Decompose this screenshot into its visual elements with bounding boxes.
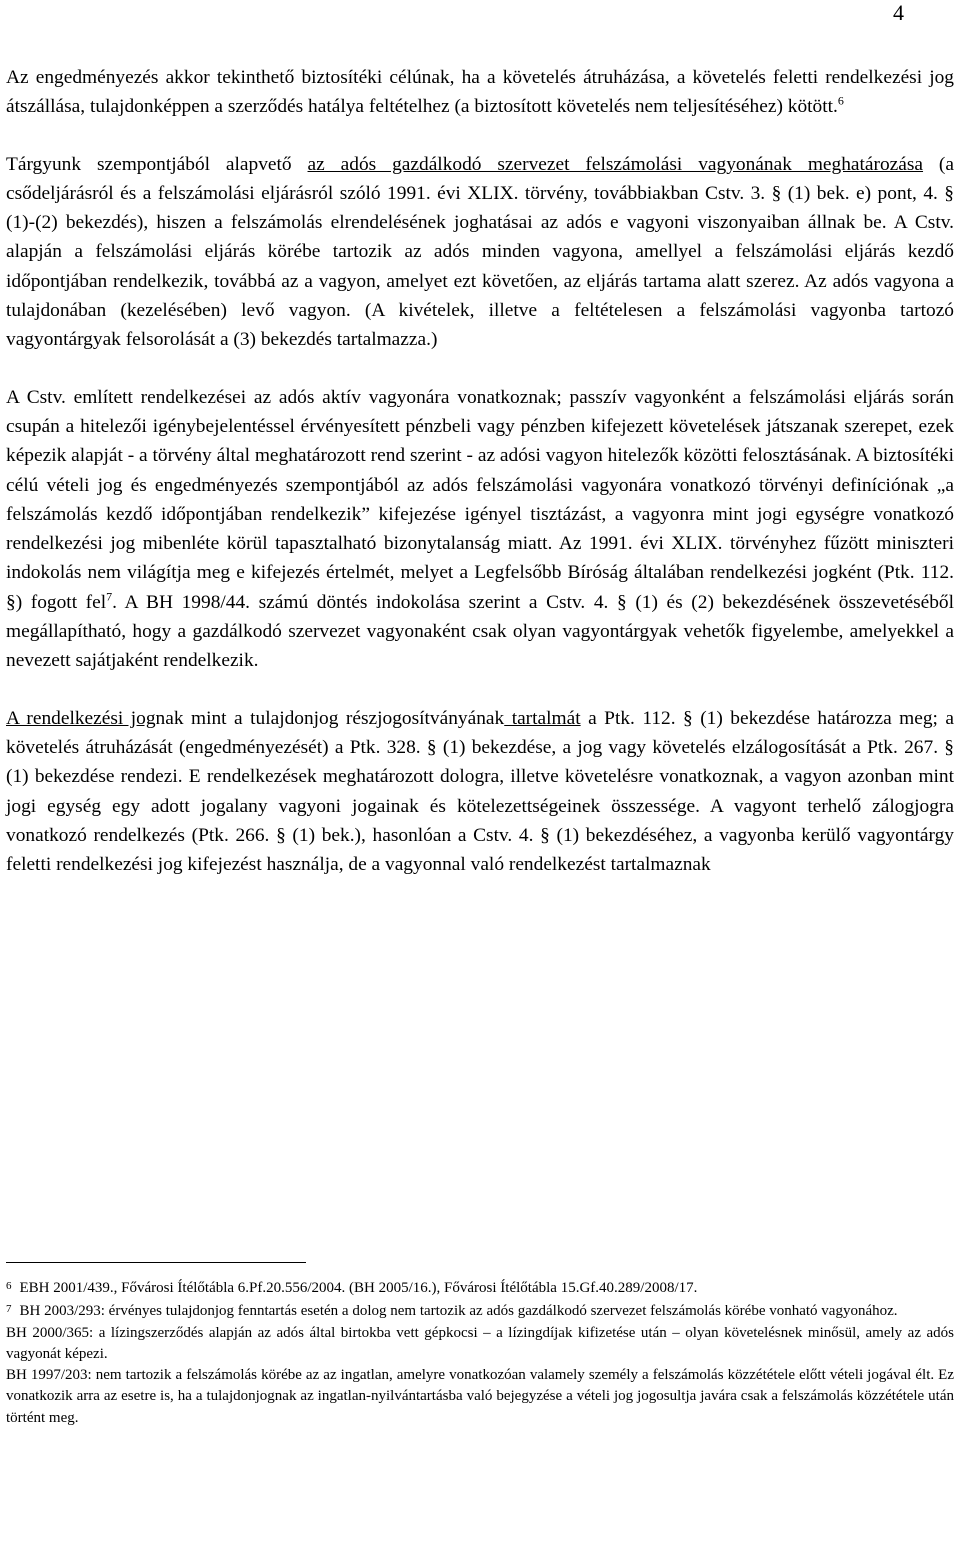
footnote-7-text: BH 2003/293: érvényes tulajdonjog fenntartás esetén a dolog nem tartozik az adós gazdálkodó szervezet felszámolás körébe vonható vagyonához.	[19, 1303, 898, 1320]
footnote-7-continued-1	[6, 1323, 954, 1366]
paragraph-2-rest: (a csődeljárásról és a felszámolási eljárásról szóló 1991. évi XLIX. törvény, továbbiakban Cstv. 3. § (1) bek. e) pont, 4. § (1)-(2) bekezdés), hiszen a felszámolás elrendelésének joghatásai az adós e vagyoni viszonyaiban állnak be. A Cstv. alapján a felszámolási eljárás körébe tartozik az adós minden vagyona, amellyel a felszámolási eljárás kezdő időpontjában rendelkezik, továbbá az a vagyon, amelyet ezt követően, az eljárás tartama alatt szerez. Az adós vagyona a tulajdonában (kezelésében) levő vagyon. (A kivételek, illetve a feltételesen a felszámolási vagyonba tartozó vagyontárgyak felsorolását a (3) bekezdés tartalmazza.)	[6, 153, 955, 351]
paragraph-1-text: Az engedményezés akkor tekinthető biztosítéki célúnak, ha a követelés átruházása, a követelés feletti rendelkezési jog átszállása, tulajdonképpen a szerződés hatálya feltételhez (a biztosított követelés nem teljesítéséhez) kötött.	[6, 67, 954, 118]
footnote-7-continued-2	[6, 1365, 954, 1429]
paragraph-1	[6, 63, 954, 122]
paragraph-3-text: A Cstv. említett rendelkezései az adós aktív vagyonára vonatkoznak; passzív vagyonként a felszámolási eljárás során csupán a hitelezői igénybejelentéssel érvényesített pénzbeli vagy pénzben kifejezett követelések játszanak szerepet, ezek képezik alapját - a törvény által meghatározott rend szerint - az adósi vagyon hitelezők közötti felosztásának. A biztosítéki célú vételi jog és engedményezés szempontjából az adós felszámolási vagyonára vonatkozó törvényi definíciónak „a felszámolás kezdő időpontjában rendelkezik” kifejezése igényel tisztázást, a vagyonra mint jogi egységre vonatkozó rendelkezési jog mibenléte körül tapasztalható bizonytalanság miatt. Az 1991. évi XLIX. törvényhez fűzött miniszteri indokolás nem világítja meg e kifejezés értelmét, melyet a Legfelsőbb Bíróság általában rendelkezési jogként (Ptk. 112. §) fogott fel	[6, 386, 954, 613]
footnote-ref-6[interactable]: 6	[837, 93, 844, 108]
paragraph-4-underlined-2: tartalmát	[504, 707, 581, 729]
footnote-ref-7[interactable]: 7	[106, 589, 113, 604]
paragraph-2-underlined-phrase: az adós gazdálkodó szervezet felszámolási vagyonának meghatározása	[307, 153, 924, 175]
paragraph-4-underlined-1: A rendelkezési jog	[6, 707, 156, 729]
footnote-7-mark: 7	[6, 1303, 12, 1316]
footnote-7	[6, 1299, 954, 1322]
footnote-divider	[6, 1262, 306, 1263]
footnotes	[6, 1276, 954, 1429]
footnote-7-continued-1-text: BH 2000/365: a lízingszerződés alapján az adós által birtokba vett gépkocsi – a lízingdíjak kifizetése után – olyan követelésnek minősül, amely az adós vagyonát képezi.	[6, 1324, 954, 1362]
footnote-7-continued-2-text: BH 1997/203: nem tartozik a felszámolás körébe az az ingatlan, amelyre vonatkozóan valamely személy a felszámolás közzététele előtt vételi jogával élt. Ez vonatkozik arra az esetre is, ha a tulajdonjognak az ingatlan-nyilvántartásba való bejegyzése a vételi jog jogosultja javára csak a felszámolás közzététele után történt meg.	[6, 1367, 954, 1426]
footnote-6	[6, 1276, 954, 1299]
paragraph-4	[6, 704, 954, 880]
paragraph-3-rest: . A BH 1998/44. számú döntés indokolása szerint a Cstv. 4. § (1) és (2) bekezdésének összevetéséből megállapítható, hogy a gazdálkodó szervezet vagyonaként csak olyan vagyontárgyak vehetők figyelembe, amelyekkel a nevezett sajátjaként rendelkezik.	[6, 591, 954, 672]
footnote-6-text: EBH 2001/439., Fővárosi Ítélőtábla 6.Pf.20.556/2004. (BH 2005/16.), Fővárosi Ítélőtábla 15.Gf.40.289/2008/17.	[19, 1280, 698, 1296]
footnote-6-mark: 6	[6, 1280, 12, 1292]
paragraph-3	[6, 383, 954, 676]
page-number: 4	[893, 0, 904, 25]
paragraph-2-lead: Tárgyunk szempontjából alapvető	[6, 153, 308, 175]
paragraph-2	[6, 150, 954, 355]
main-text	[6, 63, 954, 879]
paragraph-4-rest: a Ptk. 112. § (1) bekezdése határozza meg; a követelés átruházását (engedményezését) a Ptk. 328. § (1) bekezdése, a jog vagy követelés elzálogosítását a Ptk. 267. § (1) bekezdése rendezi. E rendelkezések meghatározott dologra, illetve követelésre vonatkoznak, a vagyon azonban mint jogi egység egy adott jogalany vagyoni jogainak és kötelezettségeinek összessége. A vagyont terhelő zálogjogra vonatkozó rendelkezés (Ptk. 266. § (1) bek.), hasonlóan a Cstv. 4. § (1) bekezdéséhez, a vagyonba kerülő vagyontárgy feletti rendelkezési jog kifejezést használja, de a vagyonnal való rendelkezést tartalmaznak	[6, 707, 954, 876]
paragraph-4-middle: nak mint a tulajdonjog részjogosítványának	[155, 707, 505, 729]
